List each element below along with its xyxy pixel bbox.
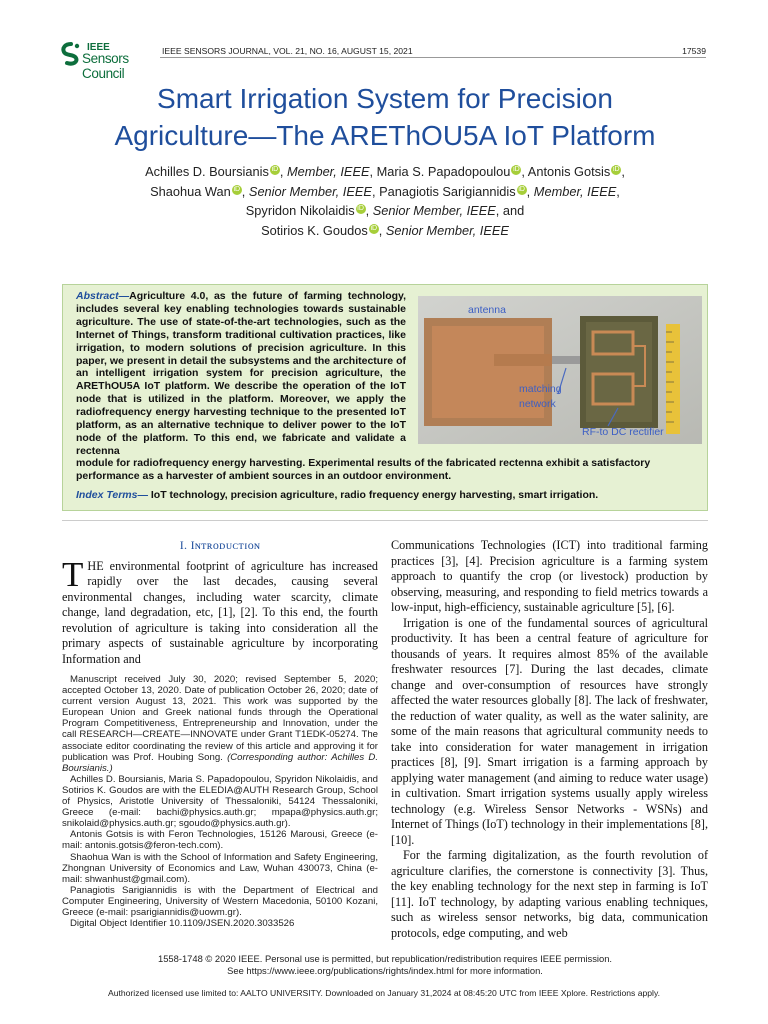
title-line-1: Smart Irrigation System for Precision — [157, 83, 613, 114]
rectenna-photo — [418, 296, 702, 444]
author-role: Member, IEEE — [287, 164, 370, 179]
drop-cap: T — [62, 554, 84, 594]
abstract-dash: — — [118, 290, 130, 302]
footnote-affiliation-3: Shaohua Wan is with the School of Information and Safety Engineering, Zhongnan University of Economics and Law, Wuhan 430073, China (e-mail: shwanhust@gmail.com). — [62, 851, 378, 885]
abstract-body-1: Agriculture 4.0, as the future of farming technology, includes several key enabling technologies towards sustainable agriculture. The use of state-of-the-art technologies, such as the Internet of Things, transform traditional cultivation practices, like irrigation, to modern solutions of precision agriculture. In this paper, we present in detail the subsystems and the architecture of an intelligent irrigation system for precision agriculture, the AREThOU5A IoT platform. We describe the operation of the IoT node that is utilized in the platform. Moreover, we apply the radiofrequency energy harvesting technique to the presented IoT platform, as an alternative technique to deliver power to the IoT node of the platform. To this end, we fabricate and validate a rectenna — [76, 290, 406, 457]
orcid-icon[interactable]: iD — [613, 166, 620, 173]
footnote — [62, 674, 378, 929]
author-name: Spyridon Nikolaidis — [245, 203, 355, 218]
intro-paragraph-1-text: HE environmental footprint of agriculture has increased rapidly over the last decades, causing several environmental changes, including water scarcity, climate change, land degradation, etc, [1], [2]. To this end, the fourth revolution of agriculture is taking into consideration all the primary aspects of sustainable agriculture by incorporating Information and — [62, 558, 378, 666]
author-name: Shaohua Wan — [150, 183, 231, 199]
label-matching: matching — [519, 383, 562, 395]
right-paragraph-2: Irrigation is one of the fundamental sources of agricultural productivity. It has been a central feature of agriculture for thousands of years. It requires almost 85% of the available freshwater resources [7]. During the last decades, climate change and over-consumption of resources have strongly affected the water resources globally [8]. The lack of freshwater, the reduction of water quality, as well as the water salinity, are some of the main reasons that agricultural community needs to take into consideration for water management in irrigation practices [8], [9]. Smart irrigation is a farming approach by applying water management (and aiming to reduce water usage) in cultivation. Smart irrigation systems usually apply wireless technology (e.g. Wireless Sensor Networks - WSNs) and Internet of Things (IoT) technology in their implementations [8], [10]. — [391, 615, 708, 847]
section-heading: I. Iɴᴛʀᴏᴅᴜᴄᴛɪᴏɴ — [179, 538, 261, 552]
abstract-text-continued: module for radiofrequency energy harvesting. Experimental results of the fabricated rectenna exhibit a satisfactory performance as a harvester of ambient sources in an outdoor environment. — [76, 457, 651, 482]
footnote-manuscript — [62, 674, 378, 774]
author-name: Achilles D. Boursianis — [145, 164, 269, 179]
section-divider — [62, 520, 708, 521]
author-line-3: Spyridon Nikolaidis iD , Senior Member, IEEE, and — [245, 203, 525, 218]
author-name: Maria S. Papadopoulou — [376, 164, 511, 179]
author-line-1: Achilles D. Boursianis iD , Member, IEEE, Maria S. Papadopoulou iD , Antonis Gotsis iD , — [145, 164, 625, 179]
author-line-2: Shaohua Wan iD , Senior Member, IEEE, Panagiotis Sarigiannidis iD , Member, IEEE, — [150, 183, 620, 199]
footnote-affiliation-1: Achilles D. Boursianis, Maria S. Papadopoulou, Spyridon Nikolaidis, and Sotirios K. Goudos are with the ELEDIA@AUTH Research Group, School of Physics, Aristotle University of Thessaloniki, 54124 Thessaloniki, Greece (e-mail: bachi@physics.auth.gr; mpapa@physics.auth.gr; snikolaid@physics.auth.gr; sgoudo@physics.auth.gr). — [62, 773, 378, 830]
label-rectifier: RF-to DC rectifier — [582, 426, 664, 438]
right-column — [391, 538, 708, 941]
logo-ieee-text: IEEE — [87, 42, 110, 53]
author-role: Senior Member, IEEE — [248, 183, 372, 199]
orcid-icon[interactable]: iD — [357, 205, 364, 212]
author-role: Senior Member, IEEE — [372, 203, 496, 218]
logo-sensors-council-text: Sensors Council — [82, 51, 129, 81]
author-list — [60, 162, 710, 240]
label-antenna: antenna — [468, 304, 506, 316]
sensors-council-logo-icon — [60, 42, 82, 66]
index-terms — [76, 489, 702, 501]
index-terms-label: Index Terms— — [76, 489, 148, 501]
label-network: network — [519, 398, 556, 410]
copyright-line: 1558-1748 © 2020 IEEE. Personal use is permitted, but republication/redistribution requires IEEE permission. — [157, 953, 613, 964]
left-column — [62, 538, 378, 667]
orcid-icon[interactable]: iD — [233, 185, 241, 193]
intro-paragraph-1 — [62, 554, 378, 668]
right-paragraph-1: Communications Technologies (ICT) into traditional farming practices [3], [4]. Precision agriculture is a farming system approach to quantify the crop (or livestock) production by observing, measuring, and responding to field metrics towards a low-input, high-efficiency, sustainable agriculture [5], [6]. — [391, 538, 708, 614]
sma-connector — [552, 356, 580, 364]
ruler — [666, 324, 680, 434]
footnote-affiliation-4: Panagiotis Sarigiannidis is with the Department of Electrical and Computer Engineering, University of Western Macedonia, 50100 Kozani, Greece (e-mail: psarigiannidis@uowm.gr). — [62, 884, 378, 918]
orcid-icon[interactable]: iD — [518, 185, 525, 193]
right-paragraph-3: For the farming digitalization, as the fourth revolution of agriculture clarifies, the cornerstone is connectivity [3]. Thus, the key enabling technology for the next step in farming is IoT [11]. IoT technology, by adapting various enabling techniques, such as wireless sensor networks, big data, communication protocols, edge computing, and web — [391, 848, 708, 940]
orcid-icon[interactable]: iD — [271, 166, 279, 173]
author-name: Antonis Gotsis — [527, 164, 611, 179]
paper-title — [60, 80, 710, 154]
author-name: Sotirios K. Goudos — [261, 222, 368, 238]
header-rule — [160, 57, 706, 58]
footnote-affiliation-2: Antonis Gotsis is with Feron Technologies, 15126 Marousi, Greece (e-mail: antonis.gotsis@feron-tech.com). — [62, 829, 378, 852]
author-role: Member, IEEE — [533, 183, 617, 199]
page-number: 17539 — [682, 46, 706, 56]
copyright-footer — [62, 953, 708, 977]
author-line-4: Sotirios K. Goudos iD , Senior Member, IEEE — [261, 222, 509, 238]
index-terms-body: IoT technology, precision agriculture, radio frequency energy harvesting, smart irrigation. — [147, 489, 599, 501]
footnote-doi[interactable]: Digital Object Identifier 10.1109/JSEN.2020.3033526 — [70, 918, 295, 930]
abstract-label: Abstract — [76, 290, 119, 302]
author-name: Panagiotis Sarigiannidis — [379, 183, 516, 199]
ieee-sensors-council-logo — [60, 40, 160, 81]
abstract-text — [76, 290, 406, 458]
orcid-icon[interactable]: iD — [513, 166, 520, 173]
footnote-manuscript-text: Manuscript received July 30, 2020; revised September 5, 2020; accepted October 13, 2020. Date of publication October 26, 2020; date of current version August 13, 2021. This work was supported by the European Union and Greek national funds through the Operational Program Competitiveness, Entrepreneurship and Innovation, under the call RESEARCH—CREATE—INNOVATE under Grant T1EDK-05274. The associate editor coordinating the review of this article and approving it for publication was Prof. Houbing Song. — [62, 674, 378, 763]
journal-header: IEEE SENSORS JOURNAL, VOL. 21, NO. 16, AUGUST 15, 2021 — [162, 46, 413, 56]
author-role: Senior Member, IEEE — [385, 222, 509, 238]
title-line-2: Agriculture—The AREThOU5A IoT Platform — [114, 120, 656, 151]
footnote-corresponding: (Corresponding author: Achilles D. Boursianis.) — [62, 751, 378, 774]
authorized-use-line: Authorized licensed use limited to: AALTO UNIVERSITY. Downloaded on January 31,2024 at 08:45:20 UTC from IEEE Xplore. Restrictions apply. — [107, 988, 661, 998]
rights-link-line[interactable]: See https://www.ieee.org/publications/rights/index.html for more information. — [227, 965, 543, 976]
orcid-icon[interactable]: iD — [370, 224, 378, 232]
